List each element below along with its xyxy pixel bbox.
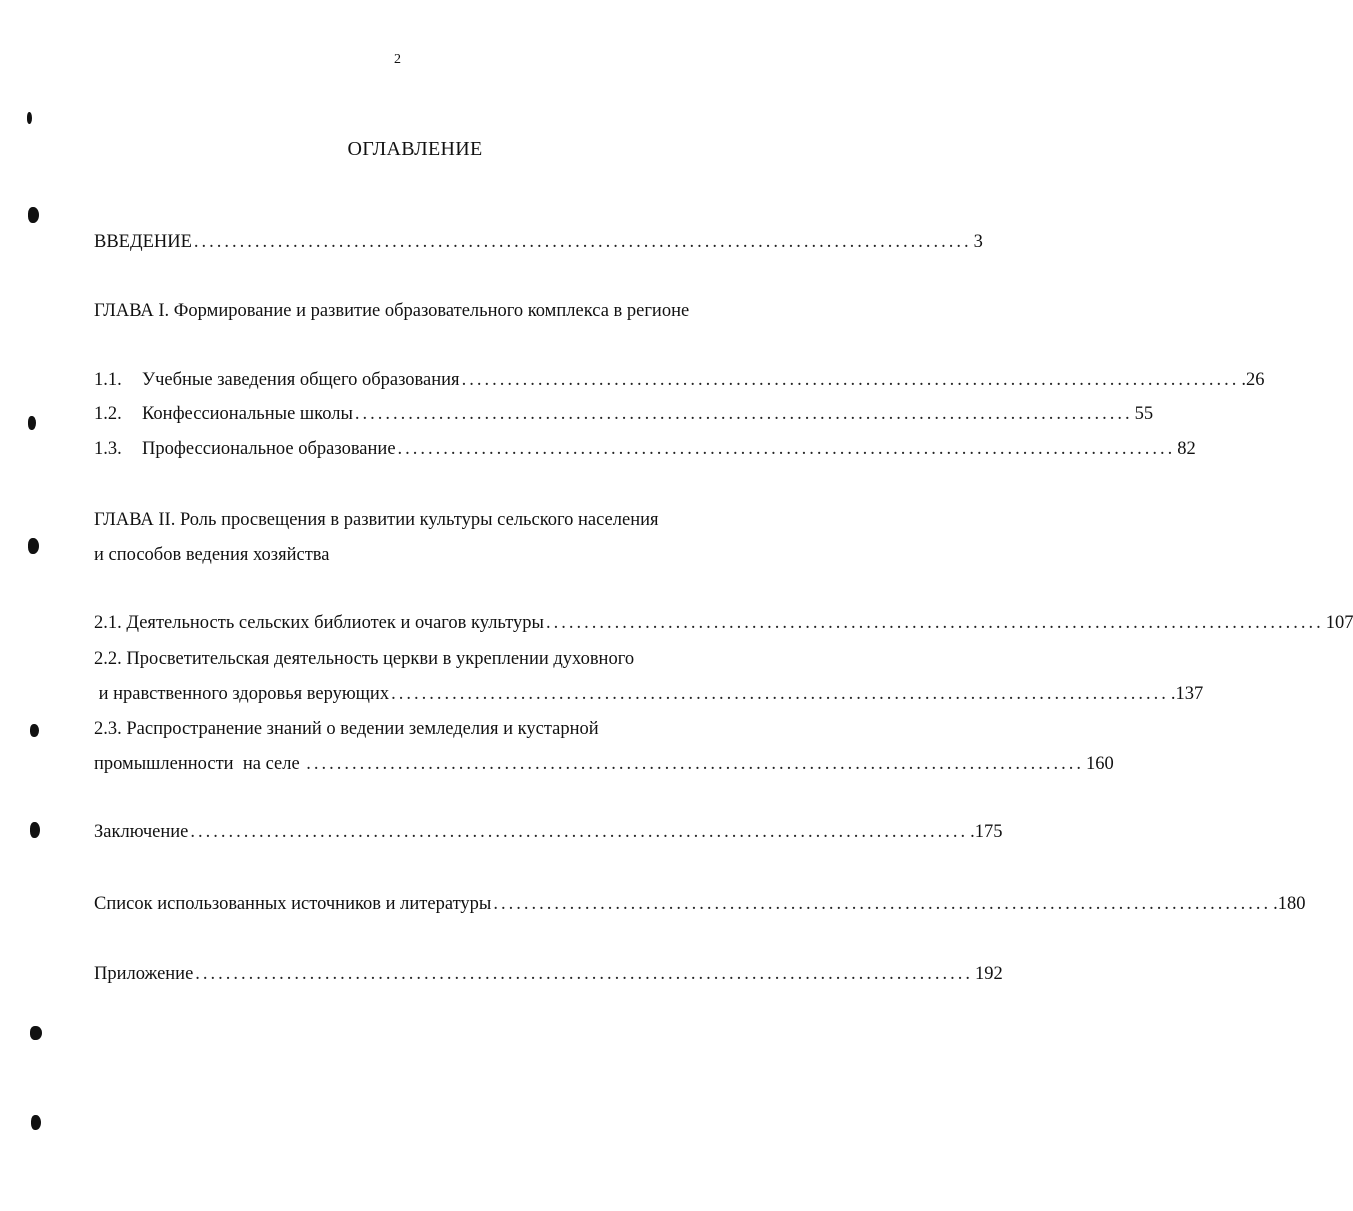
toc-entry-section-line1[interactable]: 2.2. Просветительская деятельность церкви в укреплении духовного [94, 649, 635, 669]
toc-entry-section[interactable] [94, 682, 1204, 706]
entry-text: Заключение [94, 822, 189, 842]
leader-dots: ...................................................................................................... [306, 754, 1085, 774]
entry-page: .137 [1170, 684, 1204, 704]
binding-hole-mark [31, 1115, 41, 1130]
leader-dots: ...................................................................................................... [391, 684, 1169, 704]
toc-entry-introduction[interactable] [94, 230, 983, 254]
entry-text: ВВЕДЕНИЕ [94, 232, 192, 252]
toc-title: ОГЛАВЛЕНИЕ [347, 138, 483, 160]
leader-dots: ...................................................................................................... [190, 822, 969, 842]
binding-hole-mark [27, 112, 32, 124]
toc-entry-sources[interactable] [94, 892, 1306, 916]
binding-hole-mark [28, 416, 36, 430]
leader-dots: ...................................................................................................... [354, 404, 1133, 424]
section-number: 1.3. [94, 439, 122, 459]
leader-dots: ...................................................................................................... [493, 894, 1272, 914]
binding-hole-mark [28, 538, 39, 554]
toc-entry-appendix[interactable] [94, 962, 1003, 986]
section-number: 1.1. [94, 370, 122, 390]
entry-text: Конфессиональные школы [142, 404, 353, 424]
entry-page: .26 [1241, 370, 1265, 390]
toc-entry-section[interactable] [94, 368, 1265, 392]
binding-hole-mark [30, 724, 39, 737]
binding-hole-mark [30, 822, 40, 838]
entry-page: 160 [1086, 754, 1114, 774]
toc-entry-section[interactable] [94, 611, 1353, 635]
entry-page: 192 [975, 964, 1003, 984]
toc-entry-section[interactable] [94, 437, 1196, 461]
entry-text: Приложение [94, 964, 194, 984]
entry-page: 3 [973, 232, 983, 252]
chapter-heading-continued: и способов ведения хозяйства [94, 545, 330, 565]
entry-text: Профессиональное образование [142, 439, 396, 459]
leader-dots: ...................................................................................................... [461, 370, 1240, 390]
entry-text: промышленности на селе [94, 754, 305, 774]
entry-text: Список использованных источников и литературы [94, 894, 492, 914]
toc-entry-section-line1[interactable]: 2.3. Распространение знаний о ведении земледелия и кустарной [94, 719, 599, 739]
entry-page: 107 [1325, 613, 1353, 633]
binding-hole-mark [30, 1026, 42, 1040]
toc-entry-section[interactable] [94, 752, 1114, 776]
toc-entry-conclusion[interactable] [94, 820, 1003, 844]
leader-dots: ...................................................................................................... [193, 232, 972, 252]
leader-dots: ...................................................................................................... [397, 439, 1176, 459]
page-number: 2 [394, 52, 401, 67]
entry-page: 82 [1177, 439, 1196, 459]
leader-dots: ...................................................................................................... [545, 613, 1324, 633]
entry-page: 55 [1134, 404, 1154, 424]
leader-dots: ...................................................................................................... [195, 964, 974, 984]
chapter-heading[interactable]: ГЛАВА II. Роль просвещения в развитии культуры сельского населения [94, 510, 659, 530]
binding-hole-mark [28, 207, 39, 223]
entry-page: .180 [1273, 894, 1306, 914]
entry-text: 2.1. Деятельность сельских библиотек и очагов культуры [94, 613, 544, 633]
entry-page: .175 [970, 822, 1003, 842]
entry-text: Учебные заведения общего образования [142, 370, 460, 390]
chapter-heading[interactable]: ГЛАВА I. Формирование и развитие образовательного комплекса в регионе [94, 301, 690, 321]
toc-entry-section[interactable] [94, 402, 1154, 426]
entry-text: и нравственного здоровья верующих [94, 684, 390, 704]
section-number: 1.2. [94, 404, 122, 424]
